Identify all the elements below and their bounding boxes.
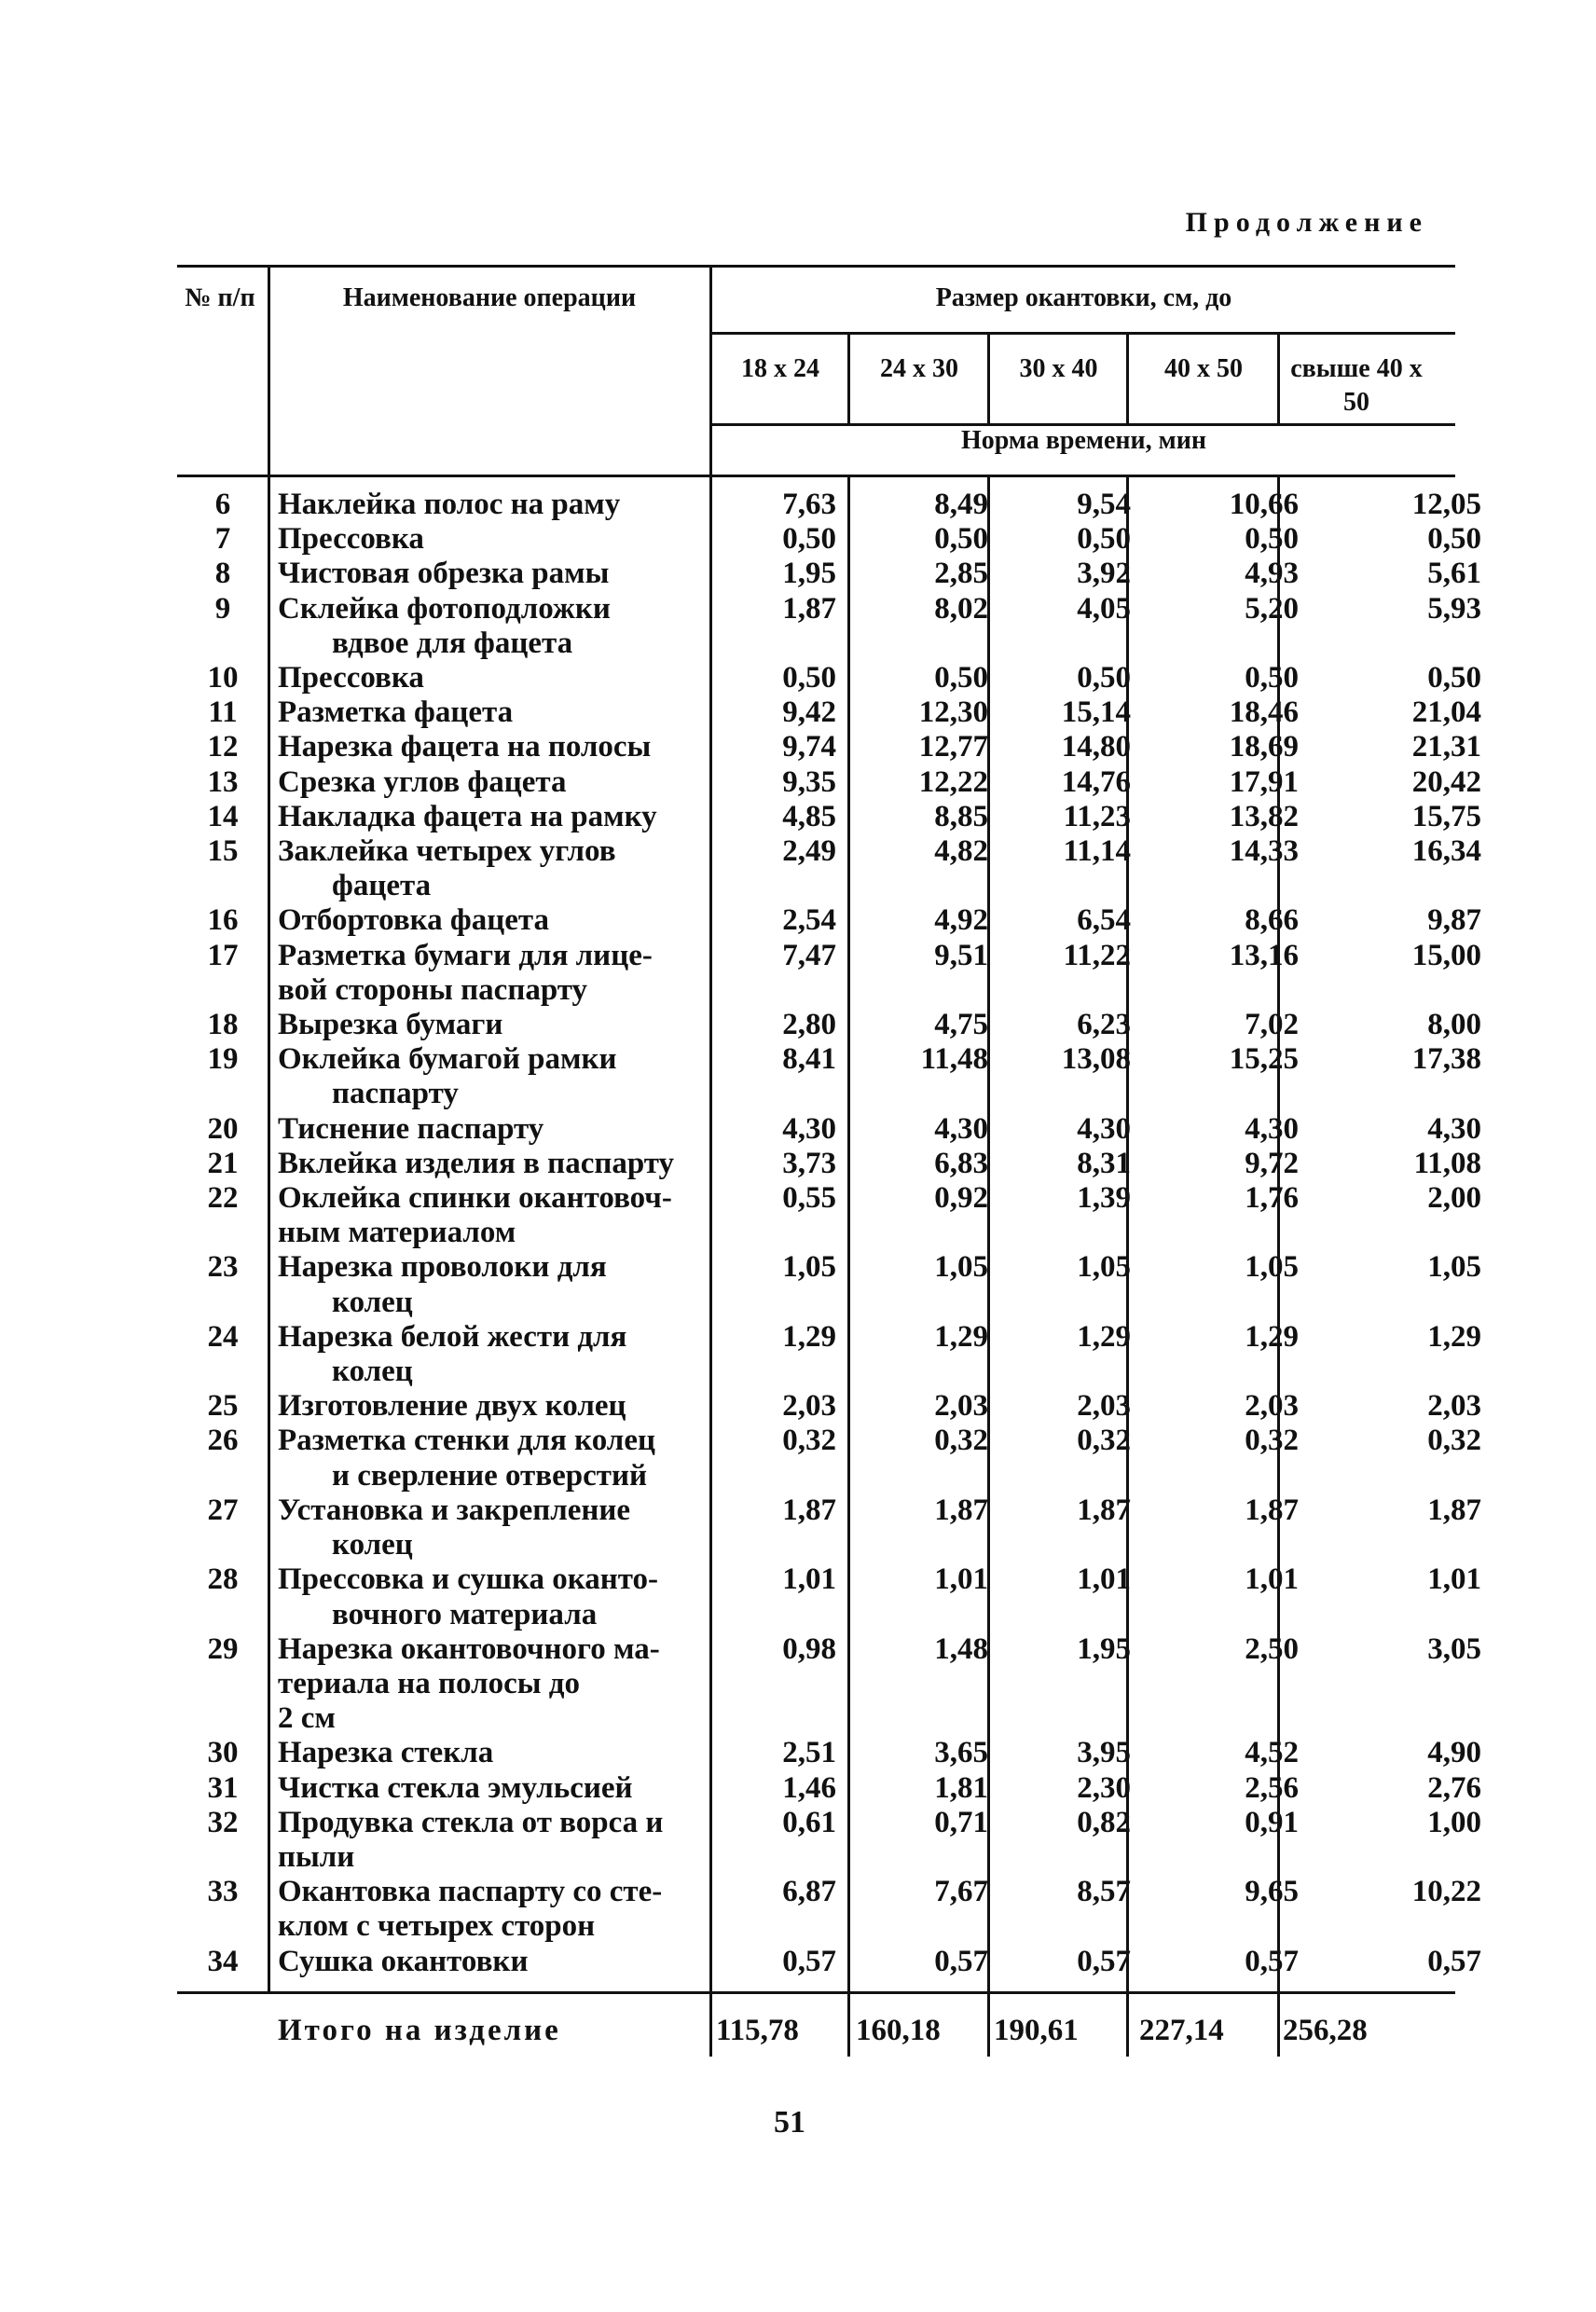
table-row	[177, 1181, 1520, 1250]
row-number: 28	[207, 1562, 239, 1597]
time-value: 3,92	[1077, 557, 1131, 591]
row-number: 8	[214, 557, 231, 591]
operation-name-line: Вырезка бумаги	[278, 1008, 503, 1042]
time-value: 0,98	[782, 1631, 836, 1666]
time-value: 5,61	[1427, 557, 1481, 591]
time-value: 4,93	[1245, 557, 1299, 591]
time-value: 8,41	[782, 1042, 836, 1077]
row-number: 10	[207, 661, 239, 695]
time-value: 20,42	[1411, 764, 1481, 799]
table-row	[177, 1424, 1520, 1493]
time-value: 4,75	[934, 1008, 988, 1042]
operation-name-line: Установка и закрепление	[278, 1493, 631, 1527]
row-number: 11	[208, 695, 238, 730]
time-value: 4,82	[934, 834, 988, 869]
time-value: 3,95	[1077, 1736, 1131, 1770]
time-value: 4,05	[1077, 591, 1131, 626]
time-value: 1,87	[782, 1493, 836, 1527]
time-value: 8,85	[934, 799, 988, 833]
operation-name	[268, 1008, 720, 1042]
time-value: 0,32	[1077, 1424, 1131, 1458]
time-value: 8,66	[1245, 903, 1299, 938]
time-value: 1,05	[782, 1250, 836, 1285]
row-number: 34	[207, 1944, 239, 1978]
row-number: 23	[207, 1250, 239, 1285]
table-row	[177, 1042, 1520, 1111]
time-value: 15,25	[1229, 1042, 1299, 1077]
row-number: 7	[214, 522, 231, 557]
operation-name	[268, 765, 720, 800]
time-value: 0,50	[1427, 661, 1481, 695]
time-value: 12,30	[918, 695, 988, 730]
operation-name-line: Окантовка паспарту со сте-	[278, 1875, 663, 1909]
time-value: 0,50	[1427, 522, 1481, 557]
operation-name-line: колец	[332, 1528, 413, 1562]
time-value: 0,50	[1245, 522, 1299, 557]
sizes-rule	[710, 332, 1455, 335]
operation-name-line: Прессовка	[278, 661, 424, 695]
time-value: 4,90	[1427, 1736, 1481, 1770]
time-value: 0,32	[934, 1424, 988, 1458]
time-value: 13,82	[1229, 799, 1299, 833]
header-size-30x40: 30 x 40	[1019, 354, 1098, 383]
time-value: 11,14	[1063, 834, 1131, 869]
time-value: 9,42	[782, 695, 836, 730]
time-value: 10,22	[1411, 1875, 1481, 1909]
operation-name-line: паспарту	[332, 1077, 459, 1111]
operations-table	[177, 488, 1520, 1979]
time-value: 4,30	[934, 1111, 988, 1146]
operation-name-line: териала на полосы до	[278, 1666, 580, 1700]
time-value: 0,50	[1245, 661, 1299, 695]
time-value: 2,03	[1245, 1389, 1299, 1424]
time-value: 1,05	[1077, 1250, 1131, 1285]
time-value: 1,01	[1427, 1562, 1481, 1597]
table-row	[177, 1736, 1520, 1770]
row-number: 18	[207, 1008, 239, 1042]
time-value: 4,30	[1077, 1111, 1131, 1146]
page-number: 51	[774, 2105, 805, 2140]
operation-name	[268, 1147, 720, 1181]
table-row	[177, 1632, 1520, 1737]
operation-name	[268, 1562, 720, 1631]
time-value: 12,22	[918, 764, 988, 799]
operation-name-line: Разметка стенки для колец	[278, 1424, 655, 1458]
header-size-18x24: 18 x 24	[741, 354, 819, 383]
time-value: 8,57	[1077, 1875, 1131, 1909]
table-row	[177, 1147, 1520, 1181]
table-row	[177, 834, 1520, 903]
operation-name-line: Наклейка полос на раму	[278, 488, 621, 521]
operation-name	[268, 592, 720, 661]
time-value: 1,29	[1077, 1319, 1131, 1354]
operation-name-line: колец	[332, 1285, 413, 1319]
row-number: 9	[214, 591, 231, 626]
time-value: 15,75	[1411, 799, 1481, 833]
time-value: 14,76	[1061, 764, 1131, 799]
header-size-24x30: 24 x 30	[880, 354, 958, 383]
operation-name	[268, 800, 720, 834]
time-value: 12,05	[1411, 488, 1481, 521]
time-value: 0,82	[1077, 1805, 1131, 1839]
time-value: 0,50	[934, 522, 988, 557]
time-value: 9,74	[782, 730, 836, 764]
total-18x24: 115,78	[716, 2014, 799, 2047]
time-value: 9,87	[1427, 903, 1481, 938]
time-value: 5,93	[1427, 591, 1481, 626]
operation-name-line: Нарезка окантовочного ма-	[278, 1631, 660, 1666]
time-value: 3,65	[934, 1736, 988, 1770]
operation-name-line: Прессовка и сушка оканто-	[278, 1562, 659, 1597]
time-value: 9,54	[1077, 488, 1131, 521]
operation-name-line: Разметка фацета	[278, 695, 514, 730]
time-value: 2,30	[1077, 1770, 1131, 1805]
time-value: 7,02	[1245, 1008, 1299, 1042]
operation-name-line: Срезка углов фацета	[278, 764, 567, 799]
operation-name-line: Нарезка белой жести для	[278, 1319, 627, 1354]
total-24x30: 160,18	[856, 2014, 941, 2047]
time-value: 1,81	[934, 1770, 988, 1805]
row-number: 16	[207, 903, 239, 938]
table-row	[177, 661, 1520, 695]
operation-name	[268, 557, 720, 591]
time-value: 0,91	[1245, 1805, 1299, 1839]
time-value: 0,61	[782, 1805, 836, 1839]
time-value: 13,08	[1061, 1042, 1131, 1077]
table-row	[177, 1320, 1520, 1389]
time-value: 2,03	[1427, 1389, 1481, 1424]
time-value: 5,20	[1245, 591, 1299, 626]
time-value: 21,31	[1411, 730, 1481, 764]
row-number: 31	[207, 1770, 239, 1805]
time-value: 1,29	[934, 1319, 988, 1354]
total-label: Итого на изделие	[278, 2014, 561, 2047]
operation-name-line: Чистовая обрезка рамы	[278, 557, 610, 591]
time-value: 1,01	[1245, 1562, 1299, 1597]
row-number: 21	[207, 1146, 239, 1180]
time-value: 10,66	[1229, 488, 1299, 521]
row-number: 14	[207, 799, 239, 833]
time-value: 2,03	[1077, 1389, 1131, 1424]
operation-name	[268, 1181, 720, 1250]
row-number: 22	[207, 1181, 239, 1216]
operation-name-line: ным материалом	[278, 1216, 516, 1250]
header-size-40x50: 40 x 50	[1164, 354, 1243, 383]
operation-name-line: Разметка бумаги для лице-	[278, 938, 653, 972]
time-value: 1,95	[1077, 1631, 1131, 1666]
time-value: 1,39	[1077, 1181, 1131, 1216]
table-top-rule	[177, 265, 1455, 268]
header-norm: Норма времени, мин	[960, 426, 1207, 455]
operation-name-line: Нарезка проволоки для	[278, 1250, 607, 1285]
row-number: 20	[207, 1111, 239, 1146]
time-value: 1,05	[1427, 1250, 1481, 1285]
time-value: 6,23	[1077, 1008, 1131, 1042]
time-value: 1,01	[782, 1562, 836, 1597]
operation-name	[268, 1389, 720, 1424]
operation-name	[268, 1632, 720, 1737]
header-size-over-40x50: свыше 40 x 50	[1290, 354, 1423, 417]
time-value: 16,34	[1411, 834, 1481, 869]
time-value: 1,01	[1077, 1562, 1131, 1597]
operation-name	[268, 661, 720, 695]
time-value: 8,31	[1077, 1146, 1131, 1180]
operation-name-line: Тиснение паспарту	[278, 1111, 544, 1146]
table-row	[177, 1875, 1520, 1944]
table-row	[177, 1112, 1520, 1147]
time-value: 18,46	[1229, 695, 1299, 730]
time-value: 0,50	[782, 522, 836, 557]
time-value: 14,33	[1229, 834, 1299, 869]
table-row	[177, 522, 1520, 557]
time-value: 2,50	[1245, 1631, 1299, 1666]
table-row	[177, 1806, 1520, 1875]
time-value: 2,85	[934, 557, 988, 591]
operation-name-line: Чистка стекла эмульсией	[278, 1770, 633, 1805]
operation-name-line: колец	[332, 1355, 413, 1389]
operation-name	[268, 1875, 720, 1944]
row-number: 33	[207, 1875, 239, 1909]
time-value: 1,87	[934, 1493, 988, 1527]
row-number: 13	[207, 764, 239, 799]
time-value: 1,29	[1427, 1319, 1481, 1354]
operation-name-line: Оклейка бумагой рамки	[278, 1042, 617, 1077]
row-number: 19	[207, 1042, 239, 1077]
row-number: 32	[207, 1805, 239, 1839]
operation-name-line: Прессовка	[278, 522, 424, 557]
row-number: 15	[207, 834, 239, 869]
time-value: 1,46	[782, 1770, 836, 1805]
time-value: 1,76	[1245, 1181, 1299, 1216]
table-row	[177, 903, 1520, 938]
row-number: 17	[207, 938, 239, 972]
time-value: 0,50	[1077, 522, 1131, 557]
time-value: 7,63	[782, 488, 836, 521]
time-value: 7,67	[934, 1875, 988, 1909]
operation-name	[268, 1320, 720, 1389]
time-value: 0,71	[934, 1805, 988, 1839]
time-value: 1,87	[1245, 1493, 1299, 1527]
operation-name	[268, 1250, 720, 1319]
operation-name-line: Сушка окантовки	[278, 1944, 529, 1978]
time-value: 18,69	[1229, 730, 1299, 764]
time-value: 1,29	[1245, 1319, 1299, 1354]
operation-name	[268, 939, 720, 1008]
table-row	[177, 1562, 1520, 1631]
time-value: 2,54	[782, 903, 836, 938]
table-row	[177, 488, 1520, 522]
operation-name-line: Изготовление двух колец	[278, 1389, 626, 1424]
time-value: 21,04	[1411, 695, 1481, 730]
time-value: 13,16	[1229, 938, 1299, 972]
operation-name-line: Нарезка фацета на полосы	[278, 730, 652, 764]
header-num: № п/п	[185, 283, 255, 312]
time-value: 0,57	[1245, 1944, 1299, 1978]
operation-name-line: Заклейка четырех углов	[278, 834, 616, 869]
operation-name-line: Вклейка изделия в паспарту	[278, 1146, 675, 1180]
row-number: 27	[207, 1493, 239, 1527]
operation-name	[268, 522, 720, 557]
operation-name	[268, 488, 720, 522]
total-30x40: 190,61	[994, 2014, 1079, 2047]
time-value: 2,51	[782, 1736, 836, 1770]
time-value: 11,23	[1063, 799, 1131, 833]
time-value: 9,65	[1245, 1875, 1299, 1909]
table-row	[177, 1771, 1520, 1806]
time-value: 8,49	[934, 488, 988, 521]
time-value: 6,83	[934, 1146, 988, 1180]
header-name: Наименование операции	[342, 283, 637, 312]
operation-name	[268, 1112, 720, 1147]
time-value: 0,57	[1427, 1944, 1481, 1978]
time-value: 11,22	[1063, 938, 1131, 972]
row-number: 25	[207, 1389, 239, 1424]
time-value: 15,00	[1411, 938, 1481, 972]
time-value: 1,48	[934, 1631, 988, 1666]
time-value: 0,92	[934, 1181, 988, 1216]
time-value: 0,32	[1245, 1424, 1299, 1458]
row-number: 29	[207, 1631, 239, 1666]
time-value: 4,30	[782, 1111, 836, 1146]
continuation-label: Продолжение	[1185, 207, 1428, 238]
time-value: 6,54	[1077, 903, 1131, 938]
operation-name	[268, 1424, 720, 1493]
operation-name	[268, 1736, 720, 1770]
operation-name	[268, 903, 720, 938]
table-row	[177, 1389, 1520, 1424]
operation-name	[268, 730, 720, 764]
table-row	[177, 1493, 1520, 1562]
time-value: 1,29	[782, 1319, 836, 1354]
operation-name-line: фацета	[332, 869, 432, 903]
time-value: 14,80	[1061, 730, 1131, 764]
total-over-40x50: 256,28	[1283, 2014, 1368, 2047]
time-value: 1,87	[782, 591, 836, 626]
time-value: 0,50	[782, 661, 836, 695]
time-value: 2,76	[1427, 1770, 1481, 1805]
operation-name-line: Оклейка спинки окантовоч-	[278, 1181, 672, 1216]
table-row	[177, 592, 1520, 661]
time-value: 6,87	[782, 1875, 836, 1909]
operation-name	[268, 1806, 720, 1875]
operation-name	[268, 1042, 720, 1111]
operation-name	[268, 1493, 720, 1562]
operation-name	[268, 834, 720, 903]
operation-name-line: Продувка стекла от ворса и	[278, 1805, 664, 1839]
time-value: 2,56	[1245, 1770, 1299, 1805]
time-value: 4,52	[1245, 1736, 1299, 1770]
time-value: 0,32	[1427, 1424, 1481, 1458]
time-value: 0,57	[1077, 1944, 1131, 1978]
time-value: 11,08	[1413, 1146, 1481, 1180]
header-bottom-rule	[177, 475, 1455, 477]
operation-name	[268, 1945, 720, 1979]
operation-name-line: 2 см	[278, 1701, 336, 1736]
time-value: 9,51	[934, 938, 988, 972]
operation-name-line: вочного материала	[332, 1597, 598, 1631]
time-value: 1,05	[1245, 1250, 1299, 1285]
time-value: 2,03	[934, 1389, 988, 1424]
time-value: 17,91	[1229, 764, 1299, 799]
time-value: 12,77	[918, 730, 988, 764]
time-value: 8,00	[1427, 1008, 1481, 1042]
operation-name	[268, 1771, 720, 1806]
table-row	[177, 695, 1520, 730]
row-number: 24	[207, 1319, 239, 1354]
row-number: 12	[207, 730, 239, 764]
time-value: 4,30	[1427, 1111, 1481, 1146]
time-value: 4,30	[1245, 1111, 1299, 1146]
time-value: 8,02	[934, 591, 988, 626]
time-value: 2,80	[782, 1008, 836, 1042]
header-size-group: Размер окантовки, см, до	[935, 283, 1232, 312]
time-value: 15,14	[1061, 695, 1131, 730]
time-value: 7,47	[782, 938, 836, 972]
time-value: 9,72	[1245, 1146, 1299, 1180]
total-40x50: 227,14	[1139, 2014, 1224, 2047]
time-value: 0,50	[934, 661, 988, 695]
time-value: 0,55	[782, 1181, 836, 1216]
table-row	[177, 1945, 1520, 1979]
time-value: 4,92	[934, 903, 988, 938]
time-value: 0,57	[782, 1944, 836, 1978]
time-value: 4,85	[782, 799, 836, 833]
time-value: 1,87	[1427, 1493, 1481, 1527]
table-row	[177, 1250, 1520, 1319]
table-row	[177, 765, 1520, 800]
time-value: 9,35	[782, 764, 836, 799]
time-value: 1,95	[782, 557, 836, 591]
operation-name-line: вдвое для фацета	[332, 626, 573, 660]
time-value: 2,49	[782, 834, 836, 869]
row-number: 26	[207, 1424, 239, 1458]
operation-name-line: пыли	[278, 1839, 355, 1874]
table-row	[177, 800, 1520, 834]
time-value: 0,32	[782, 1424, 836, 1458]
operation-name-line: Накладка фацета на рамку	[278, 799, 657, 833]
operation-name-line: клом с четырех сторон	[278, 1909, 596, 1944]
operation-name-line: вой стороны паспарту	[278, 972, 588, 1007]
time-value: 2,03	[782, 1389, 836, 1424]
time-value: 2,00	[1427, 1181, 1481, 1216]
table-row	[177, 557, 1520, 591]
time-value: 11,48	[920, 1042, 988, 1077]
time-value: 1,00	[1427, 1805, 1481, 1839]
time-value: 1,87	[1077, 1493, 1131, 1527]
operation-name-line: Нарезка стекла	[278, 1736, 494, 1770]
time-value: 1,01	[934, 1562, 988, 1597]
operation-name	[268, 695, 720, 730]
time-value: 0,57	[934, 1944, 988, 1978]
time-value: 0,50	[1077, 661, 1131, 695]
table-row	[177, 730, 1520, 764]
operation-name-line: и сверление отверстий	[332, 1458, 647, 1493]
time-value: 17,38	[1411, 1042, 1481, 1077]
table-row	[177, 1008, 1520, 1042]
operation-name-line: Склейка фотоподложки	[278, 591, 611, 626]
table-row	[177, 939, 1520, 1008]
time-value: 1,05	[934, 1250, 988, 1285]
row-number: 6	[214, 488, 231, 521]
time-value: 3,73	[782, 1146, 836, 1180]
time-value: 3,05	[1427, 1631, 1481, 1666]
row-number: 30	[207, 1736, 239, 1770]
operation-name-line: Отбортовка фацета	[278, 903, 550, 938]
total-rule	[177, 1991, 1455, 1994]
